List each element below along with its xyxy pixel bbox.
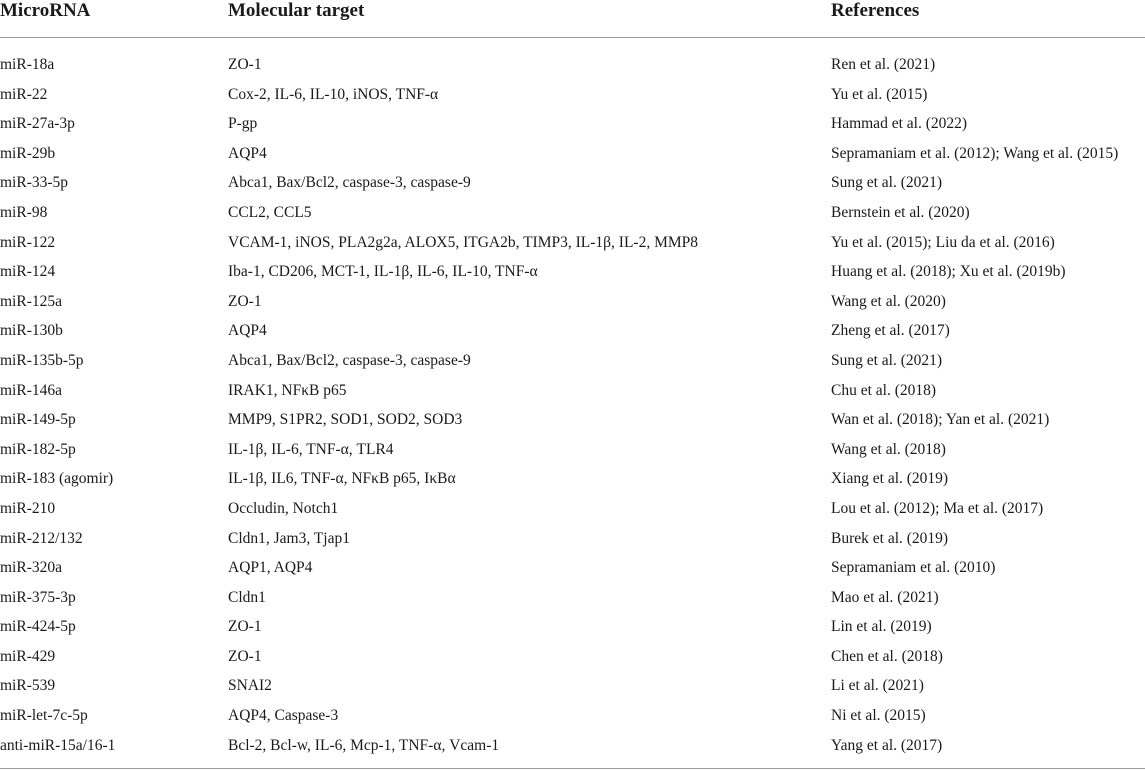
cell-microrna: miR-98 bbox=[0, 203, 48, 221]
cell-references: Chu et al. (2018) bbox=[831, 381, 937, 399]
cell-molecular-target: ZO-1 bbox=[228, 56, 262, 73]
cell-references: Lin et al. (2019) bbox=[831, 618, 932, 636]
cell-molecular-target: Occludin, Notch1 bbox=[228, 499, 339, 517]
table-row bbox=[0, 109, 1145, 139]
table-row bbox=[0, 168, 1145, 198]
cell-microrna: miR-424-5p bbox=[0, 618, 76, 636]
cell-molecular-target: Cox-2, IL-6, IL-10, iNOS, TNF-α bbox=[228, 85, 439, 103]
table-row bbox=[0, 287, 1145, 317]
cell-microrna: miR-122 bbox=[0, 233, 56, 251]
cell-references: Yu et al. (2015); Liu da et al. (2016) bbox=[831, 233, 1055, 251]
cell-microrna: miR-212/132 bbox=[0, 529, 83, 547]
cell-references: Li et al. (2021) bbox=[831, 677, 924, 695]
cell-microrna: miR-375-3p bbox=[0, 588, 76, 606]
table-row bbox=[0, 198, 1145, 228]
table-row bbox=[0, 583, 1145, 613]
table-header bbox=[0, 0, 1145, 38]
cell-molecular-target: IL-1β, IL6, TNF-α, NFκB p65, IκBα bbox=[228, 470, 456, 488]
table-row bbox=[0, 376, 1145, 406]
cell-references: Chen et al. (2018) bbox=[831, 647, 943, 665]
cell-references: Hammad et al. (2022) bbox=[831, 115, 968, 133]
cell-references: Wan et al. (2018); Yan et al. (2021) bbox=[831, 411, 1050, 429]
cell-microrna: miR-149-5p bbox=[0, 411, 76, 429]
cell-microrna: miR-183 (agomir) bbox=[0, 470, 114, 488]
cell-microrna: miR-130b bbox=[0, 322, 63, 340]
cell-references: Mao et al. (2021) bbox=[831, 588, 939, 606]
cell-molecular-target: VCAM-1, iNOS, PLA2g2a, ALOX5, ITGA2b, TIMP3, IL-1β, IL-2, MMP8 bbox=[228, 233, 699, 251]
cell-references: Yang et al. (2017) bbox=[831, 736, 943, 754]
table-row bbox=[0, 494, 1145, 524]
table-row bbox=[0, 346, 1145, 376]
cell-molecular-target: ZO-1 bbox=[228, 647, 262, 665]
table-row bbox=[0, 464, 1145, 494]
cell-references: Ni et al. (2015) bbox=[831, 707, 926, 725]
table-row bbox=[0, 405, 1145, 435]
table-bottom-rule bbox=[0, 768, 1145, 769]
cell-molecular-target: ZO-1 bbox=[228, 618, 262, 636]
cell-molecular-target: AQP4, Caspase-3 bbox=[228, 707, 339, 725]
table-row bbox=[0, 642, 1145, 672]
cell-microrna: miR-182-5p bbox=[0, 440, 76, 458]
cell-references: Sung et al. (2021) bbox=[831, 174, 943, 192]
cell-molecular-target: CCL2, CCL5 bbox=[228, 203, 312, 221]
cell-microrna: miR-33-5p bbox=[0, 174, 69, 192]
header-references: References bbox=[831, 0, 920, 21]
cell-references: Burek et al. (2019) bbox=[831, 529, 949, 547]
cell-microrna: miR-27a-3p bbox=[0, 115, 75, 133]
cell-microrna: anti-miR-15a/16-1 bbox=[0, 736, 116, 754]
table-row bbox=[0, 435, 1145, 465]
header-molecular-target: Molecular target bbox=[228, 0, 365, 21]
table-row bbox=[0, 731, 1145, 761]
table-row bbox=[0, 80, 1145, 110]
cell-molecular-target: Iba-1, CD206, MCT-1, IL-1β, IL-6, IL-10, TNF-α bbox=[228, 263, 538, 281]
cell-microrna: miR-429 bbox=[0, 647, 56, 665]
table-row bbox=[0, 316, 1145, 346]
cell-microrna: miR-125a bbox=[0, 292, 62, 310]
cell-molecular-target: Abca1, Bax/Bcl2, caspase-3, caspase-9 bbox=[228, 174, 471, 192]
cell-microrna: miR-let-7c-5p bbox=[0, 707, 88, 725]
cell-molecular-target: AQP1, AQP4 bbox=[228, 559, 313, 577]
cell-references: Ren et al. (2021) bbox=[831, 56, 936, 73]
cell-microrna: miR-124 bbox=[0, 263, 56, 281]
cell-molecular-target: ZO-1 bbox=[228, 292, 262, 310]
table-row bbox=[0, 553, 1145, 583]
cell-microrna: miR-135b-5p bbox=[0, 351, 84, 369]
table-body bbox=[0, 50, 1145, 760]
cell-molecular-target: SNAI2 bbox=[228, 677, 272, 695]
cell-microrna: miR-29b bbox=[0, 144, 56, 162]
cell-molecular-target: IL-1β, IL-6, TNF-α, TLR4 bbox=[228, 440, 394, 458]
table-row bbox=[0, 139, 1145, 169]
cell-molecular-target: AQP4 bbox=[228, 144, 267, 162]
cell-molecular-target: Cldn1, Jam3, Tjap1 bbox=[228, 529, 350, 547]
cell-microrna: miR-146a bbox=[0, 381, 62, 399]
cell-references: Lou et al. (2012); Ma et al. (2017) bbox=[831, 499, 1044, 517]
table-row bbox=[0, 671, 1145, 701]
header-microrna: MicroRNA bbox=[0, 0, 91, 21]
cell-references: Sepramaniam et al. (2012); Wang et al. (2015) bbox=[831, 144, 1119, 162]
cell-references: Huang et al. (2018); Xu et al. (2019b) bbox=[831, 263, 1066, 281]
cell-references: Xiang et al. (2019) bbox=[831, 470, 949, 488]
cell-molecular-target: MMP9, S1PR2, SOD1, SOD2, SOD3 bbox=[228, 411, 463, 429]
cell-references: Sepramaniam et al. (2010) bbox=[831, 559, 996, 577]
cell-microrna: miR-210 bbox=[0, 499, 56, 517]
cell-molecular-target: Cldn1 bbox=[228, 588, 266, 606]
cell-microrna: miR-539 bbox=[0, 677, 56, 695]
cell-molecular-target: P-gp bbox=[228, 115, 258, 133]
cell-references: Zheng et al. (2017) bbox=[831, 322, 950, 340]
cell-molecular-target: Abca1, Bax/Bcl2, caspase-3, caspase-9 bbox=[228, 351, 471, 369]
table-row bbox=[0, 228, 1145, 258]
table-row bbox=[0, 524, 1145, 554]
cell-references: Wang et al. (2018) bbox=[831, 440, 946, 458]
cell-microrna: miR-22 bbox=[0, 85, 48, 103]
table-row bbox=[0, 257, 1145, 287]
cell-molecular-target: IRAK1, NFκB p65 bbox=[228, 381, 347, 399]
cell-molecular-target: Bcl-2, Bcl-w, IL-6, Mcp-1, TNF-α, Vcam-1 bbox=[228, 736, 500, 754]
cell-references: Yu et al. (2015) bbox=[831, 85, 928, 103]
cell-references: Wang et al. (2020) bbox=[831, 292, 946, 310]
table-row bbox=[0, 50, 1145, 80]
table-row bbox=[0, 612, 1145, 642]
table-row bbox=[0, 701, 1145, 731]
cell-microrna: miR-320a bbox=[0, 559, 62, 577]
cell-references: Sung et al. (2021) bbox=[831, 351, 943, 369]
cell-molecular-target: AQP4 bbox=[228, 322, 267, 340]
cell-microrna: miR-18a bbox=[0, 56, 55, 73]
cell-references: Bernstein et al. (2020) bbox=[831, 203, 970, 221]
